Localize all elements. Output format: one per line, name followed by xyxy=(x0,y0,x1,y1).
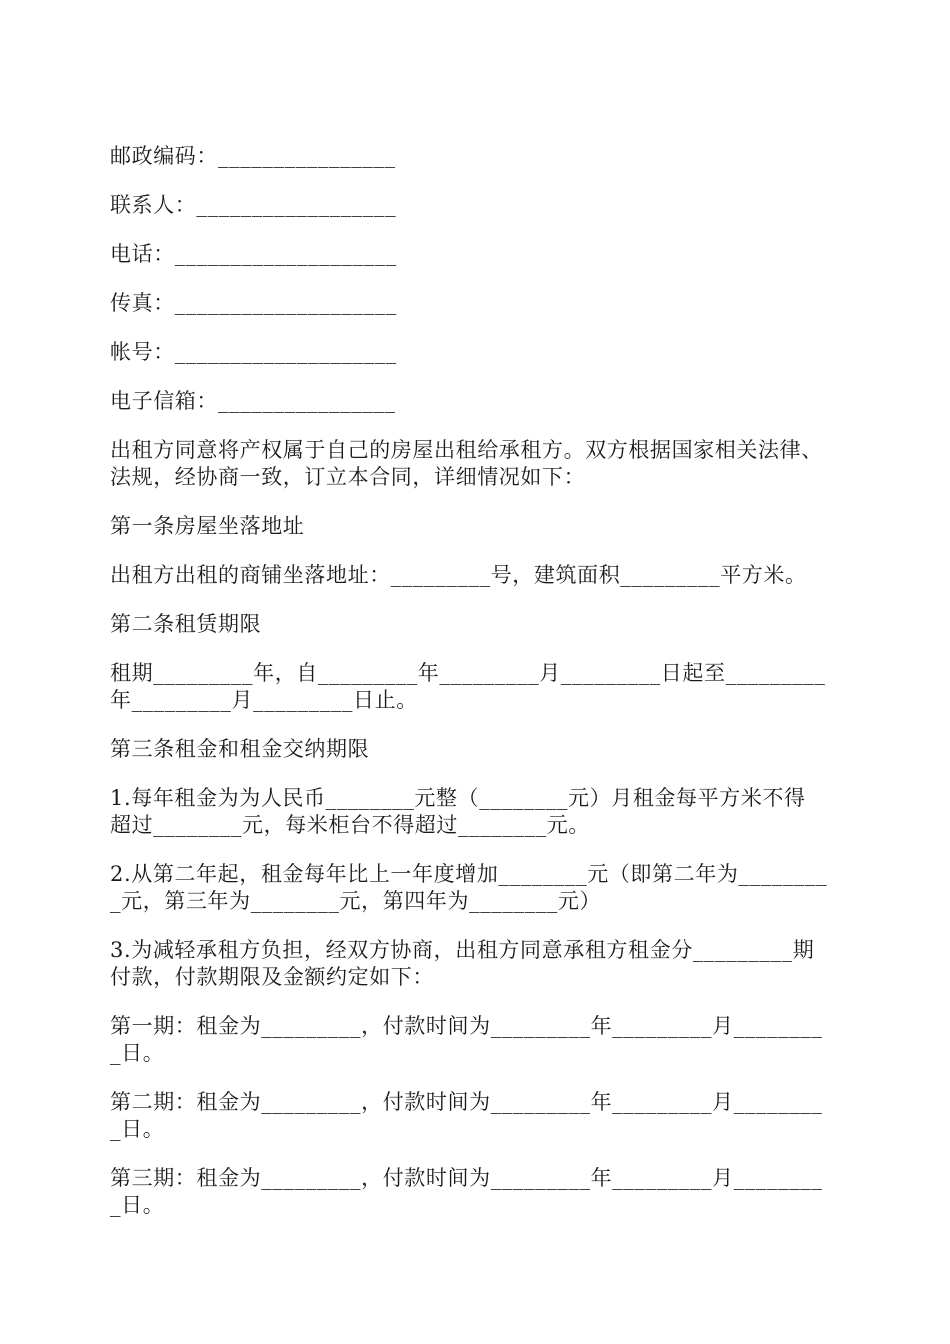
installment-1 xyxy=(110,1013,870,1067)
rent-item-line: 3.为减轻承租方负担，经双方协商，出租方同意承租方租金分_________期 xyxy=(110,938,815,962)
installment-line: 第二期：租金为_________，付款时间为_________年_________月________ xyxy=(110,1090,823,1114)
address-line: 出租方出租的商铺坐落地址：_________号，建筑面积_________平方米。 xyxy=(110,563,807,587)
installment-line: 第一期：租金为_________，付款时间为_________年_________月________ xyxy=(110,1014,823,1038)
installment-3 xyxy=(110,1165,870,1219)
phone-field: 电话：____________________ xyxy=(110,242,397,266)
contact-person-field: 联系人：__________________ xyxy=(110,193,397,217)
rent-item-line: 超过________元，每米柜台不得超过________元。 xyxy=(110,813,590,837)
article-3-title: 第三条租金和租金交纳期限 xyxy=(110,737,370,761)
article-2-title: 第二条租赁期限 xyxy=(110,612,262,636)
installment-line: _日。 xyxy=(110,1041,165,1065)
rent-item-line: _元，第三年为________元，第四年为________元） xyxy=(110,889,602,913)
intro-paragraph xyxy=(110,437,870,491)
intro-line: 出租方同意将产权属于自己的房屋出租给承租方。双方根据国家相关法律、 xyxy=(110,438,823,462)
rent-item-2 xyxy=(110,861,870,915)
rent-item-line: 1.每年租金为为人民币________元整（________元）月租金每平方米不得 xyxy=(110,786,806,810)
article-2-body xyxy=(110,660,870,714)
installment-line: _日。 xyxy=(110,1117,165,1141)
intro-line: 法规，经协商一致，订立本合同，详细情况如下： xyxy=(110,465,586,489)
rent-item-1 xyxy=(110,785,870,839)
installment-line: 第三期：租金为_________，付款时间为_________年_________月________ xyxy=(110,1166,823,1190)
lease-term-line: 年_________月_________日止。 xyxy=(110,688,418,712)
contract-page xyxy=(110,143,870,1241)
article-1-title: 第一条房屋坐落地址 xyxy=(110,514,305,538)
lease-term-line: 租期_________年，自_________年_________月_________日起至_________ xyxy=(110,661,826,685)
postal-code-field: 邮政编码：________________ xyxy=(110,144,396,168)
fax-field: 传真：____________________ xyxy=(110,291,397,315)
installment-line: _日。 xyxy=(110,1193,165,1217)
installment-2 xyxy=(110,1089,870,1143)
rent-item-3 xyxy=(110,937,870,991)
account-field: 帐号：____________________ xyxy=(110,340,397,364)
article-1-body xyxy=(110,562,870,589)
rent-item-line: 付款，付款期限及金额约定如下： xyxy=(110,965,434,989)
email-field: 电子信箱：________________ xyxy=(110,389,396,413)
rent-item-line: 2.从第二年起，租金每年比上一年度增加________元（即第二年为________ xyxy=(110,862,828,886)
